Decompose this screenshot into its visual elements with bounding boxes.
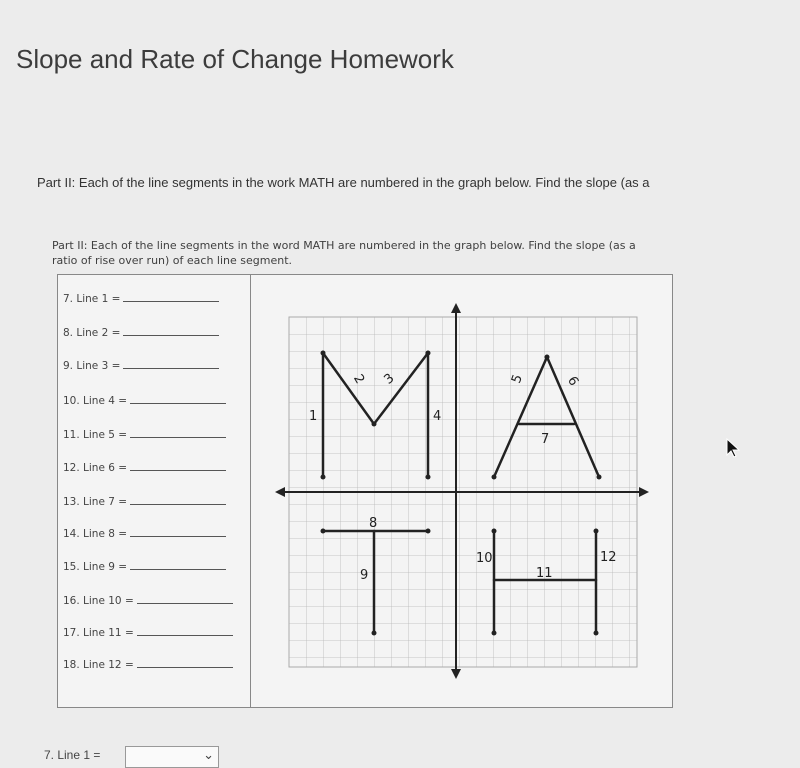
- question-item: 16. Line 10 =: [63, 594, 233, 607]
- mouse-pointer-icon: [726, 438, 740, 458]
- question-item: 11. Line 5 =: [63, 428, 226, 441]
- worksheet-heading: Part II: Each of the line segments in the word MATH are numbered in the graph below. Find the slope (as a ratio of rise over run) of each line segment.: [52, 239, 636, 267]
- segment-label: 2: [350, 372, 368, 387]
- question-item: 9. Line 3 =: [63, 359, 219, 372]
- coordinate-graph: [251, 275, 672, 707]
- y-axis-arrow-down: [451, 669, 461, 679]
- answer-dropdown[interactable]: [125, 746, 219, 768]
- segment-label: 11: [536, 566, 553, 581]
- page-title: Slope and Rate of Change Homework: [16, 44, 454, 74]
- segment-label: 4: [433, 409, 442, 424]
- question-item: 18. Line 12 =: [63, 658, 233, 671]
- question-item: 13. Line 7 =: [63, 495, 226, 508]
- graph-svg: [251, 275, 672, 707]
- segment-label: 10: [476, 551, 493, 566]
- question-item: 17. Line 11 =: [63, 626, 233, 639]
- segment-label: 8: [369, 516, 378, 531]
- segment-label: 7: [541, 432, 550, 447]
- question-item: 12. Line 6 =: [63, 461, 226, 474]
- segment-label: 6: [564, 374, 582, 389]
- question-item: 8. Line 2 =: [63, 326, 219, 339]
- segment-label: 1: [309, 409, 318, 424]
- x-axis-arrow-left: [275, 487, 285, 497]
- x-axis-arrow-right: [639, 487, 649, 497]
- segment-label: 12: [600, 550, 617, 565]
- segment-label: 5: [509, 372, 526, 386]
- segment-label: 9: [360, 568, 369, 583]
- segment-label: 3: [381, 370, 398, 388]
- question-item: 14. Line 8 =: [63, 527, 226, 540]
- worksheet-image: [57, 274, 673, 708]
- question-item: 15. Line 9 =: [63, 560, 226, 573]
- question-list: [58, 275, 251, 707]
- y-axis-arrow-up: [451, 303, 461, 313]
- answer-label: 7. Line 1 =: [44, 748, 101, 762]
- question-item: 7. Line 1 =: [63, 292, 219, 305]
- chevron-down-icon: ⌄: [203, 748, 214, 763]
- instructions-text: Part II: Each of the line segments in the work MATH are numbered in the graph below. Find the slope (as a: [37, 175, 650, 190]
- question-item: 10. Line 4 =: [63, 394, 226, 407]
